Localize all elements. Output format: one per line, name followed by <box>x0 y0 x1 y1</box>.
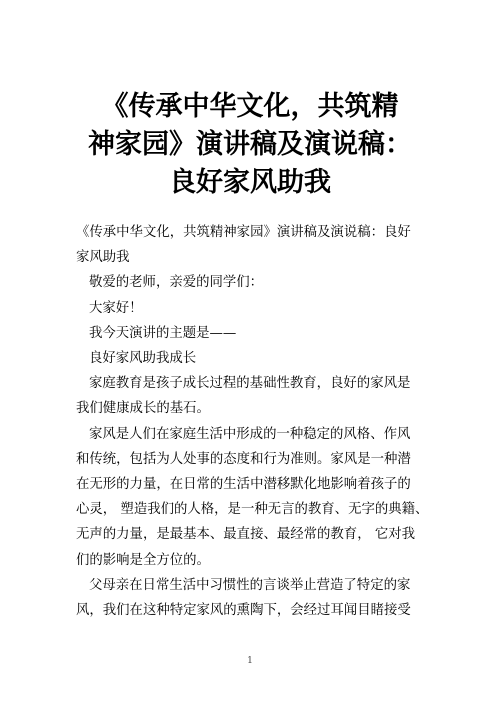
paragraph <box>76 371 428 421</box>
text-line: 我们健康成长的基石。 <box>76 401 210 417</box>
text-line: 们的影响是全方位的。 <box>76 552 210 568</box>
title-line: 良好家风助我 <box>169 167 331 198</box>
text-line: 家风是人们在家庭生活中形成的一种稳定的风格、作风 <box>89 426 411 442</box>
text-line: 无声的力量，是最基本、最直接、最经常的教育， 它对我 <box>76 527 416 543</box>
text-line: 家庭教育是孩子成长过程的基础性教育，良好的家风是 <box>89 376 411 392</box>
text-line: 家风助我 <box>76 250 130 266</box>
text-line: 风，我们在这种特定家风的熏陶下，会经过耳闻目睹接受 <box>76 603 411 619</box>
paragraph <box>76 296 428 321</box>
title-line: 《传承中华文化，共筑精 <box>101 91 399 122</box>
document-title <box>60 88 440 202</box>
text-line: 良好家风助我成长 <box>89 351 197 367</box>
title-line: 神家园》演讲稿及演说稿： <box>88 129 412 160</box>
text-line: 心灵， 塑造我们的人格，是一种无言的教育、无字的典籍、 <box>76 502 429 518</box>
paragraph <box>76 270 428 295</box>
text-line: 在无形的力量，在日常的生活中潜移默化地影响着孩子的 <box>76 477 411 493</box>
text-line: 敬爱的老师，亲爱的同学们： <box>89 275 264 291</box>
document-body <box>76 220 428 623</box>
text-line: 父母亲在日常生活中习惯性的言谈举止营造了特定的家 <box>89 577 411 593</box>
paragraph <box>76 321 428 346</box>
paragraph <box>76 346 428 371</box>
paragraph <box>76 220 428 270</box>
text-line: 我今天演讲的主题是—— <box>89 325 237 341</box>
text-line: 和传统，包括为人处事的态度和行为准则。家风是一种潜 <box>76 451 411 467</box>
text-line: 《传承中华文化，共筑精神家园》演讲稿及演说稿：良好 <box>76 225 411 240</box>
paragraph <box>76 422 428 573</box>
page-number: 1 <box>247 656 253 666</box>
text-line: 大家好！ <box>89 300 143 316</box>
paragraph <box>76 573 428 623</box>
